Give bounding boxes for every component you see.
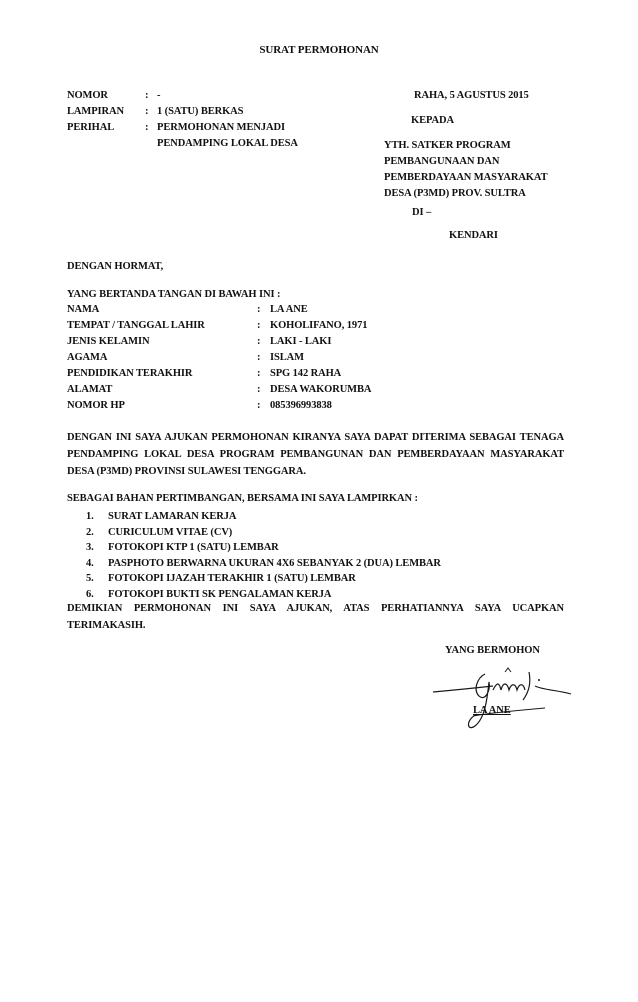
perihal-colon: : bbox=[145, 122, 149, 133]
perihal-value-line2: PENDAMPING LOKAL DESA bbox=[157, 138, 298, 149]
list-item-number: 5. bbox=[86, 573, 94, 584]
signature bbox=[425, 660, 585, 740]
recipient-line3: PEMBERDAYAAN MASYARAKAT bbox=[384, 172, 548, 183]
recipient-line2: PEMBANGUNAAN DAN bbox=[384, 156, 500, 167]
identity-colon: : bbox=[257, 400, 261, 411]
identity-value: ISLAM bbox=[270, 352, 304, 363]
identity-colon: : bbox=[257, 336, 261, 347]
recipient-kepada: KEPADA bbox=[411, 115, 454, 126]
identity-row-gender bbox=[67, 336, 467, 351]
list-item-text: PASPHOTO BERWARNA UKURAN 4X6 SEBANYAK 2 (DUA) LEMBAR bbox=[108, 557, 441, 569]
lampiran-label: LAMPIRAN bbox=[67, 106, 124, 117]
list-item-text: SURAT LAMARAN KERJA bbox=[108, 511, 237, 522]
recipient-line1: YTH. SATKER PROGRAM bbox=[384, 140, 511, 151]
list-item-text: CURICULUM VITAE (CV) bbox=[108, 526, 233, 538]
attachments-list bbox=[86, 511, 441, 604]
identity-row-phone bbox=[67, 400, 467, 415]
list-item-text: FOTOKOPI BUKTI SK PENGALAMAN KERJA bbox=[108, 588, 332, 600]
identity-row-nama bbox=[67, 304, 467, 319]
identity-row-ttl bbox=[67, 320, 467, 335]
identity-colon: : bbox=[257, 384, 261, 395]
list-item-number: 6. bbox=[86, 588, 94, 600]
list-item bbox=[86, 573, 441, 589]
signature-label: YANG BERMOHON bbox=[445, 645, 540, 656]
handwritten-signature bbox=[425, 660, 585, 740]
identity-colon: : bbox=[257, 368, 261, 379]
identity-label: AGAMA bbox=[67, 352, 108, 363]
signatory-name: LA ANE bbox=[473, 705, 511, 716]
date-place: RAHA, 5 AGUSTUS 2015 bbox=[414, 90, 529, 101]
identity-label: JENIS KELAMIN bbox=[67, 336, 150, 347]
list-item-number: 1. bbox=[86, 511, 94, 522]
list-item-number: 2. bbox=[86, 526, 94, 538]
identity-label: NOMOR HP bbox=[67, 400, 125, 411]
recipient-city: KENDARI bbox=[449, 230, 498, 241]
identity-colon: : bbox=[257, 352, 261, 363]
perihal-value-line1: PERMOHONAN MENJADI bbox=[157, 122, 285, 133]
identity-value: KOHOLIFANO, 1971 bbox=[270, 320, 368, 331]
identity-label: TEMPAT / TANGGAL LAHIR bbox=[67, 320, 205, 331]
closing-paragraph: DEMIKIAN PERMOHONAN INI SAYA AJUKAN, ATAS PERHATIANNYA SAYA UCAPKAN TERIMAKASIH. bbox=[67, 603, 564, 631]
identity-colon: : bbox=[257, 304, 261, 315]
list-item-text: FOTOKOPI KTP 1 (SATU) LEMBAR bbox=[108, 542, 279, 553]
perihal-label: PERIHAL bbox=[67, 122, 115, 133]
identity-value: LAKI - LAKI bbox=[270, 336, 332, 347]
list-item bbox=[86, 558, 441, 574]
identity-colon: : bbox=[257, 320, 261, 331]
identity-value: DESA WAKORUMBA bbox=[270, 384, 372, 395]
attachments-intro: SEBAGAI BAHAN PERTIMBANGAN, BERSAMA INI SAYA LAMPIRKAN : bbox=[67, 493, 418, 504]
lampiran-colon: : bbox=[145, 106, 149, 117]
identity-intro: YANG BERTANDA TANGAN DI BAWAH INI : bbox=[67, 289, 281, 300]
list-item-text: FOTOKOPI IJAZAH TERAKHIR 1 (SATU) LEMBAR bbox=[108, 573, 356, 584]
recipient-line4: DESA (P3MD) PROV. SULTRA bbox=[384, 188, 526, 199]
request-paragraph: DENGAN INI SAYA AJUKAN PERMOHONAN KIRANYA SAYA DAPAT DITERIMA SEBAGAI TENAGA PENDAMPING LOKAL DESA PROGRAM PEMBANGUNAN DAN PEMBERDAYAAN MASYARAKAT DESA (P3MD) PROVINSI SULAWESI TENGGARA. bbox=[67, 432, 564, 477]
identity-label: NAMA bbox=[67, 304, 100, 315]
list-item-number: 3. bbox=[86, 542, 94, 553]
identity-value: 085396993838 bbox=[270, 400, 332, 411]
lampiran-value: 1 (SATU) BERKAS bbox=[157, 106, 244, 117]
identity-row-address bbox=[67, 384, 467, 399]
identity-value: LA ANE bbox=[270, 304, 308, 315]
identity-row-religion bbox=[67, 352, 467, 367]
greeting: DENGAN HORMAT, bbox=[67, 261, 164, 272]
nomor-colon: : bbox=[145, 90, 149, 101]
document-title: SURAT PERMOHONAN bbox=[259, 44, 379, 56]
identity-row-education bbox=[67, 368, 467, 383]
identity-value: SPG 142 RAHA bbox=[270, 368, 342, 379]
list-item bbox=[86, 542, 441, 558]
recipient-di: DI – bbox=[412, 207, 432, 218]
nomor-label: NOMOR bbox=[67, 90, 108, 101]
list-item bbox=[86, 511, 441, 527]
list-item bbox=[86, 527, 441, 543]
identity-label: ALAMAT bbox=[67, 384, 113, 395]
nomor-value: - bbox=[157, 90, 161, 101]
identity-label: PENDIDIKAN TERAKHIR bbox=[67, 368, 193, 379]
list-item-number: 4. bbox=[86, 557, 94, 569]
